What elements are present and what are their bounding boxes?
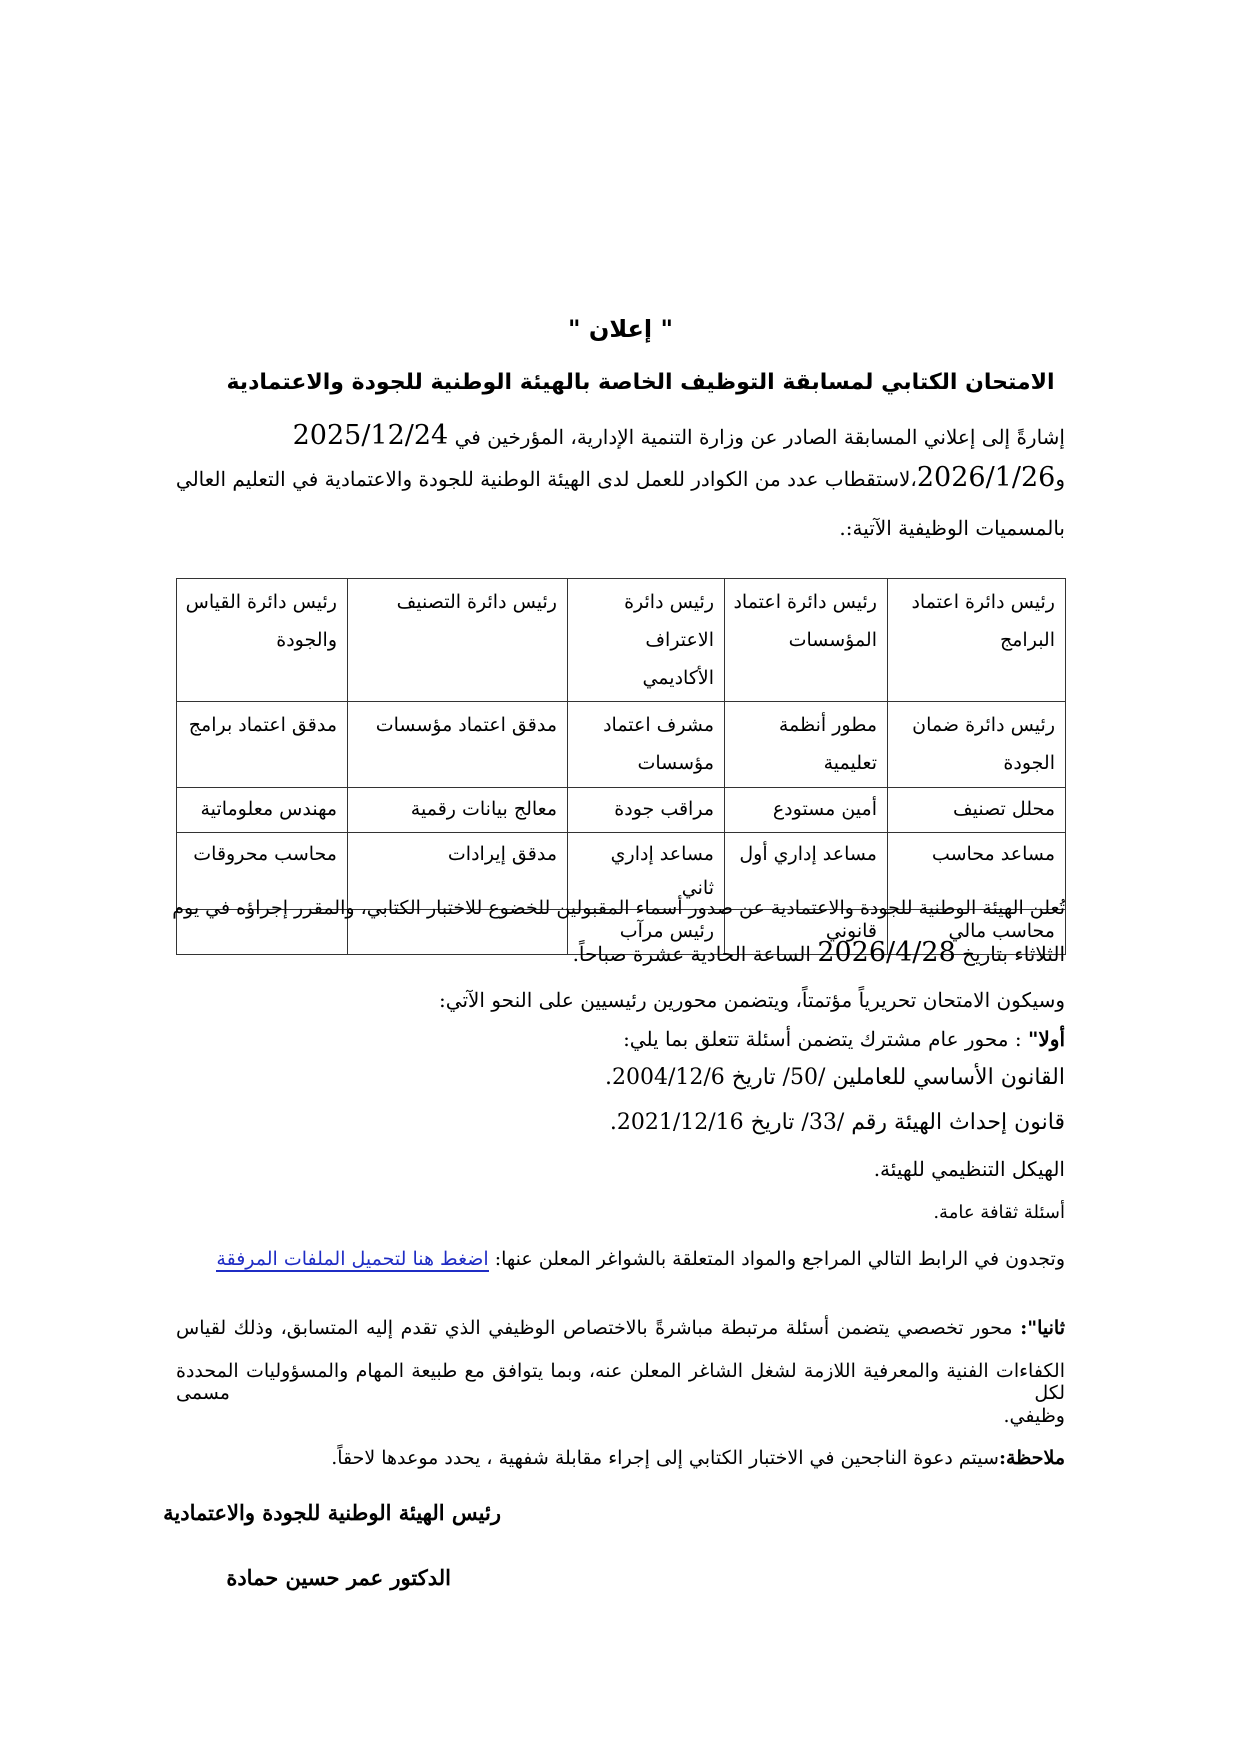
references-text: وتجدون في الرابط التالي المراجع والمواد المتعلقة بالشواغر المعلن عنها: bbox=[488, 1248, 1065, 1270]
table-cell: مراقب جودة bbox=[568, 788, 725, 833]
table-cell: قانوني bbox=[725, 910, 888, 955]
first-axis-item: قانون إحداث الهيئة رقم /33/ تاريخ 2021/12/16. bbox=[609, 1110, 1065, 1135]
download-attachments-link[interactable]: اضغط هنا لتحميل الملفات المرفقة bbox=[216, 1248, 489, 1270]
second-axis-line-1 bbox=[176, 1317, 1065, 1339]
table-cell: مشرف اعتماد مؤسسات bbox=[568, 702, 725, 788]
announcement-line-2 bbox=[573, 937, 1065, 968]
first-axis-item: أسئلة ثقافة عامة. bbox=[933, 1202, 1065, 1223]
table-cell: محلل تصنيف bbox=[888, 788, 1066, 833]
page-subtitle: الامتحان الكتابي لمسابقة التوظيف الخاصة بالهيئة الوطنية للجودة والاعتمادية bbox=[226, 370, 1055, 395]
signature-title: رئيس الهيئة الوطنية للجودة والاعتمادية bbox=[163, 1500, 501, 1525]
first-axis-text: : محور عام مشترك يتضمن أسئلة تتعلق بما يلي: bbox=[623, 1027, 1028, 1051]
announcement-line-2-suffix: الساعة الحادية عشرة صباحاً. bbox=[572, 942, 818, 966]
table-cell: معالج بيانات رقمية bbox=[348, 788, 568, 833]
second-axis-line-3: وظيفي. bbox=[1003, 1405, 1065, 1427]
exam-date: 2026/4/28 bbox=[817, 937, 956, 968]
table-cell: رئيس مرآب bbox=[568, 910, 725, 955]
intro-line-2-text: ،لاستقطاب عدد من الكوادر للعمل لدى الهيئة الوطنية للجودة والاعتمادية في التعليم العالي bbox=[175, 467, 917, 491]
signature-name: الدكتور عمر حسين حمادة bbox=[226, 1565, 451, 1590]
intro-line-2-prefix: و bbox=[1055, 467, 1065, 491]
first-axis-heading bbox=[623, 1027, 1065, 1051]
first-axis-label: أولا" bbox=[1027, 1027, 1065, 1051]
announcement-line-3: وسيكون الامتحان تحريرياً مؤتمتاً، ويتضمن محورين رئيسيين على النحو الآتي: bbox=[439, 988, 1065, 1012]
table-cell: مطور أنظمة تعليمية bbox=[725, 702, 888, 788]
table-cell: مهندس معلوماتية bbox=[177, 788, 348, 833]
table-cell: رئيس دائرة اعتماد المؤسسات bbox=[725, 579, 888, 702]
table-row bbox=[177, 702, 1066, 788]
table-cell: رئيس دائرة الاعتراف الأكاديمي bbox=[568, 579, 725, 702]
table-cell: أمين مستودع bbox=[725, 788, 888, 833]
second-axis-line-2: الكفاءات الفنية والمعرفية اللازمة لشغل الشاغر المعلن عنه، وبما يتوافق مع طبيعة المهام والمسؤوليات المحددة لكل مسمى bbox=[176, 1360, 1065, 1404]
table-cell: مساعد إداري ثاني bbox=[568, 833, 725, 910]
note-label: ملاحظة: bbox=[998, 1447, 1065, 1469]
note-line bbox=[331, 1447, 1065, 1469]
table-cell: رئيس دائرة التصنيف bbox=[348, 579, 568, 702]
first-axis-item: القانون الأساسي للعاملين /50/ تاريخ 2004/12/6. bbox=[604, 1065, 1065, 1090]
intro-date-2: 2026/1/26 bbox=[916, 462, 1056, 493]
table-cell: رئيس دائرة اعتماد البرامج bbox=[888, 579, 1066, 702]
table-cell: مدقق اعتماد مؤسسات bbox=[348, 702, 568, 788]
intro-line-1 bbox=[293, 420, 1065, 451]
table-cell: مدقق اعتماد برامج bbox=[177, 702, 348, 788]
table-cell: محاسب مالي bbox=[888, 910, 1066, 955]
table-cell: مساعد محاسب bbox=[888, 833, 1066, 910]
announcement-line-1: تُعلن الهيئة الوطنية للجودة والاعتمادية عن صدور أسماء المقبولين للخضوع للاختبار الكتابي، والمقرر إجراؤه في يوم bbox=[172, 897, 1065, 919]
announcement-line-2-prefix: الثلاثاء بتاريخ bbox=[955, 942, 1065, 966]
table-row bbox=[177, 788, 1066, 833]
intro-line-1-text: إشارةً إلى إعلاني المسابقة الصادر عن وزارة التنمية الإدارية، المؤرخين في bbox=[448, 425, 1065, 449]
table-cell: رئيس دائرة ضمان الجودة bbox=[888, 702, 1066, 788]
table-cell: مدقق إيرادات bbox=[348, 833, 568, 910]
page-title: " إعلان " bbox=[567, 315, 674, 343]
intro-line-3: بالمسميات الوظيفية الآتية:. bbox=[839, 516, 1065, 540]
references-line bbox=[216, 1248, 1065, 1270]
table-cell: مساعد إداري أول bbox=[725, 833, 888, 910]
second-axis-text-1: محور تخصصي يتضمن أسئلة مرتبطة مباشرةً بالاختصاص الوظيفي الذي تقدم إليه المتسابق، وذلك لقياس bbox=[176, 1317, 1021, 1339]
second-axis-label: ثانيا": bbox=[1020, 1317, 1065, 1339]
intro-line-2 bbox=[176, 462, 1065, 493]
note-text: سيتم دعوة الناجحين في الاختبار الكتابي إلى إجراء مقابلة شفهية ، يحدد موعدها لاحقاً. bbox=[331, 1447, 999, 1469]
intro-date-1: 2025/12/24 bbox=[292, 420, 449, 451]
table-cell: رئيس دائرة القياس والجودة bbox=[177, 579, 348, 702]
first-axis-item: الهيكل التنظيمي للهيئة. bbox=[873, 1157, 1065, 1181]
table-cell: محاسب محروقات bbox=[177, 833, 348, 910]
table-row bbox=[177, 579, 1066, 702]
